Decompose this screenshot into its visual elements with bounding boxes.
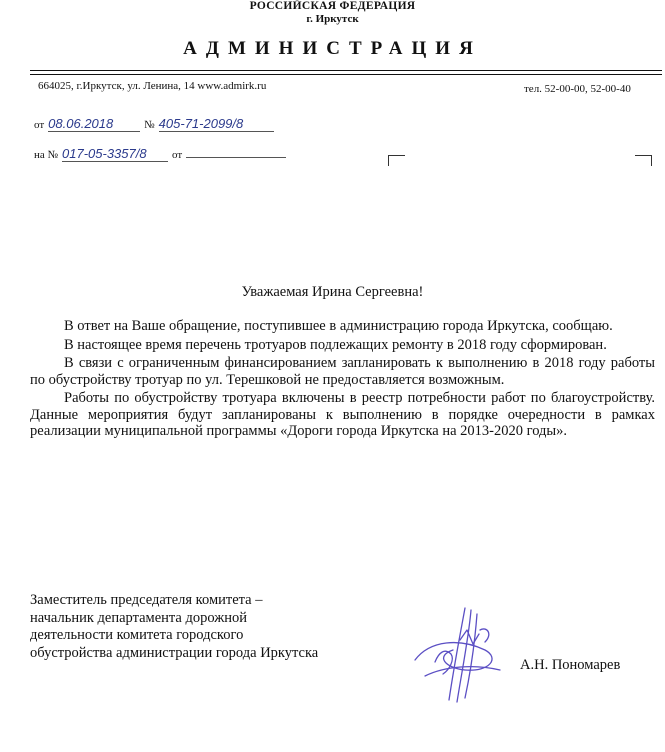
position-line-1: Заместитель председателя комитета – [30,592,263,608]
letter-body [30,318,655,442]
position-line-4: обустройства администрации города Иркутска [30,644,319,661]
position-line-2: начальник департамента дорожной [30,609,248,626]
from-label: от [34,119,45,131]
signatory-position [30,592,318,662]
handwritten-signature [405,600,525,710]
address-corner-right [635,155,652,166]
letter-greeting: Уважаемая Ирина Сергеевна! [241,284,424,300]
header-city: г. Иркутск [306,13,359,25]
header-address: 664025, г.Иркутск, ул. Ленина, 14 www.admirk.ru [38,80,267,92]
header-phone: тел. 52-00-00, 52-00-40 [524,83,631,95]
paragraph-1: В ответ на Ваше обращение, поступившее в администрацию города Иркутска, сообщаю. [64,318,613,334]
address-corner-left [388,155,405,166]
header-country: РОССИЙСКАЯ ФЕДЕРАЦИЯ [249,0,416,12]
in-reply-label: на № [34,149,59,161]
paragraph-3: В связи с ограниченным финансированием запланировать к выполнению в 2018 году работы по обустройству тротуар по ул. Терешковой не предоставляется возможным. [30,355,655,388]
reference-line-reply [34,145,286,163]
header-title: АДМИНИСТРАЦИЯ [183,38,482,59]
in-reply-from-label: от [172,149,183,161]
paragraph-4: Работы по обустройству тротуара включены в реестр потребности работ по благоустройству. Данные мероприятия будут запланированы к выполнению в порядке очередности в рамках реализации муниципальной программы «Дороги города Иркутска на 2013-2020 годы». [30,390,655,439]
letter-number: 405-71-2099/8 [159,116,274,132]
header-rule [30,70,662,75]
letter-date: 08.06.2018 [48,116,140,132]
signatory-name: А.Н. Пономарев [520,657,621,673]
number-label: № [144,119,155,131]
paragraph-2: В настоящее время перечень тротуаров подлежащих ремонту в 2018 году сформирован. [64,336,607,353]
in-reply-number: 017-05-3357/8 [62,146,168,162]
in-reply-date-blank [186,147,286,158]
reference-line-from [34,115,274,133]
position-line-3: деятельности комитета городского [30,627,244,643]
